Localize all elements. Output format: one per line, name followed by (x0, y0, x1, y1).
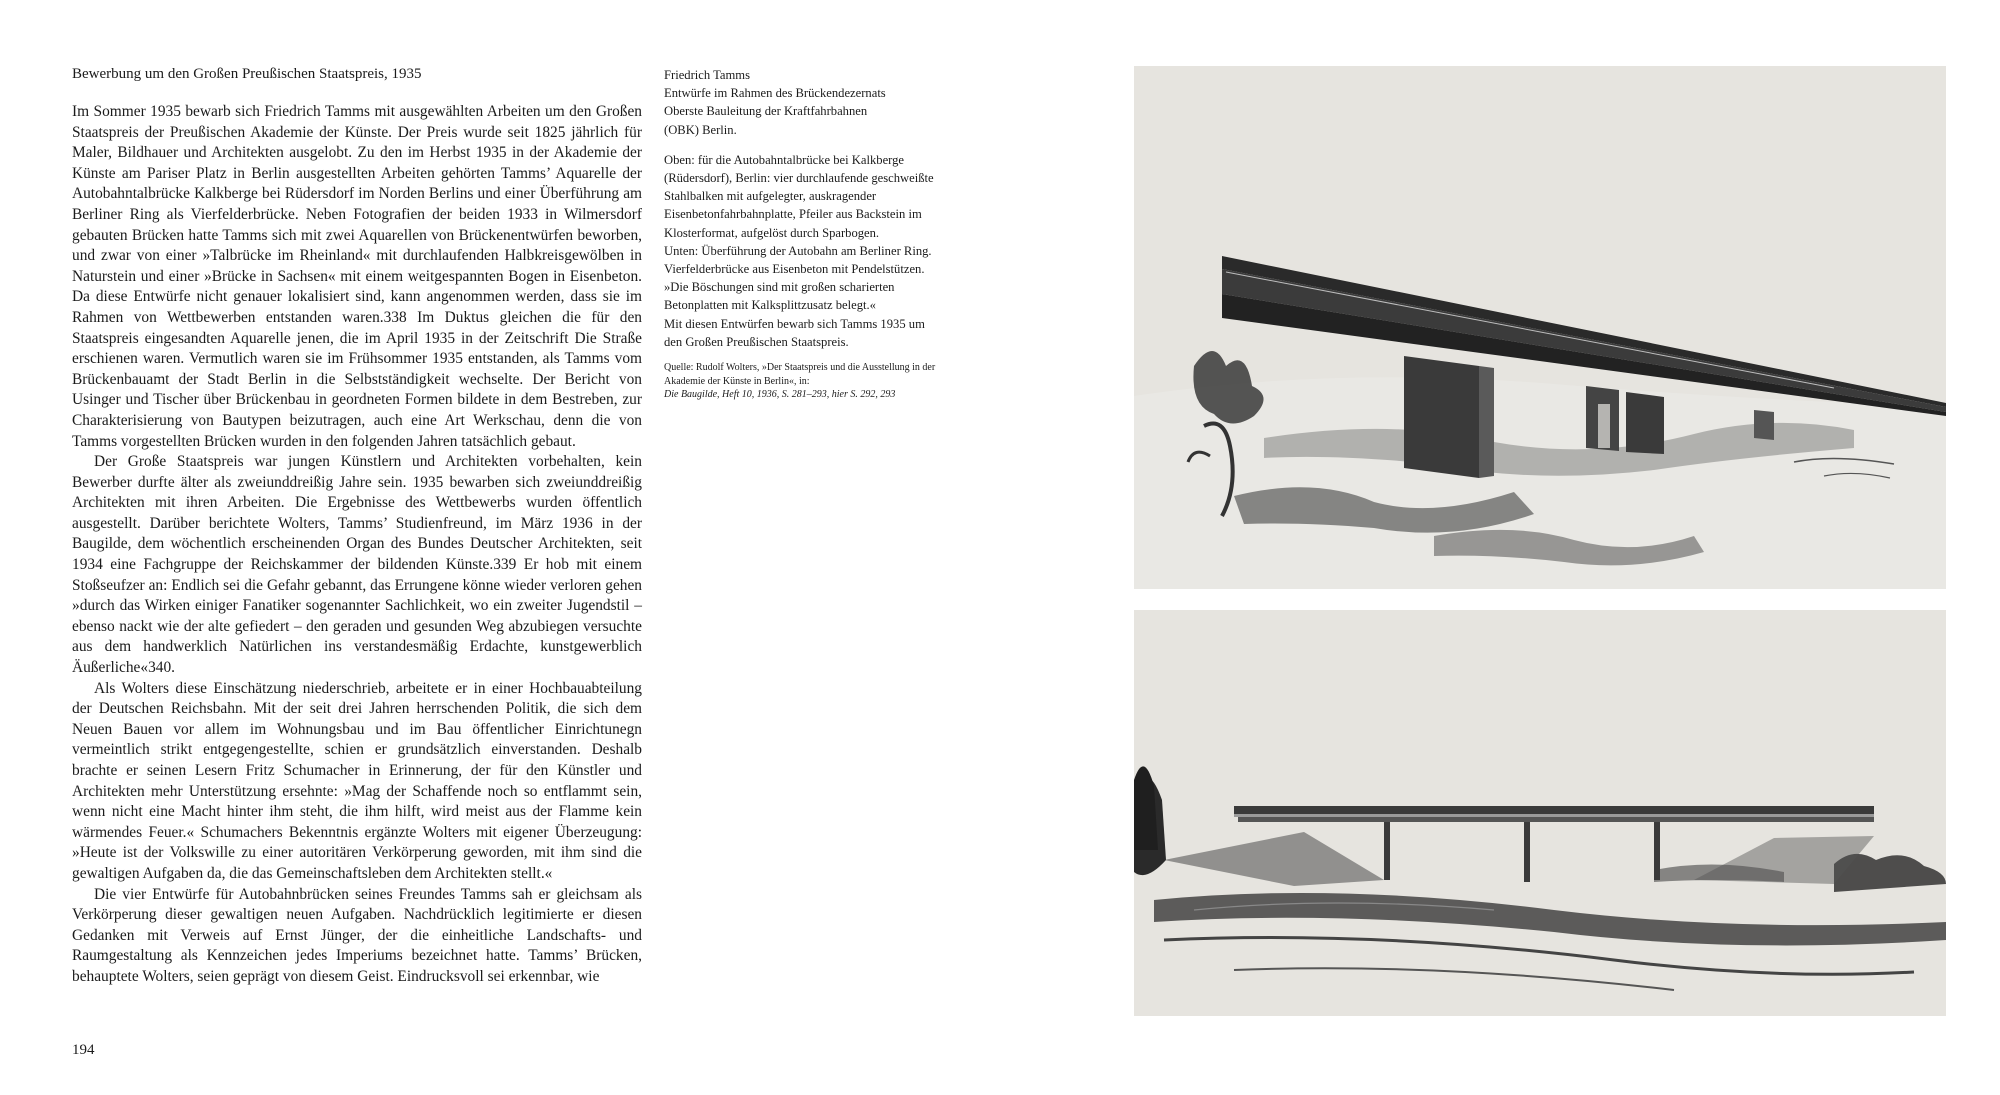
paragraph-3: Als Wolters diese Einschätzung niederschrieb, arbeitete er in einer Hochbauabteilung der Deutschen Reichsbahn. Mit der seit drei Jahren herrschenden Politik, die sich dem Neuen Bauen vor allem im Wohnungsbau und im Bau öffentlicher Einrichtunegn vermeintlich strikt entgegengestellte, schien er grundsätzlich einverstanden. Deshalb brachte er seinen Lesern Fritz Schumacher in Erinnerung, der für den Künstler und Architekten mehr Unterstützung ersehnte: »Mag der Schaffende noch so entflammt sein, wenn nicht eine Macht hinter ihm steht, die ihm hilft, wird meist aus der Flamme kein wärmendes Feuer.« Schumachers Bekenntnis ergänzte Wolters mit eigener Überzeugung: »Heute ist der Volkswille zu einer autoritären Verkörperung geworden, mit ihm sind die gewaltigen Aufgaben da, die das Gemeinschaftsleben dem Architekten stellt.« (72, 679, 642, 882)
bridge-drawing-berliner-ring-art (1134, 610, 1946, 1016)
bridge-drawing-kalkberge-art (1134, 66, 1946, 589)
caption-source (664, 361, 944, 402)
paragraph-1: Im Sommer 1935 bewarb sich Friedrich Tamms mit ausgewählten Arbeiten um den Großen Staatspreis der Preußischen Akademie der Künste. Der Preis wurde seit 1825 jährlich für Maler, Bildhauer und Architekten ausgelobt. Zu den im Herbst 1935 in der Akademie der Künste am Pariser Platz in Berlin ausgestellten Arbeiten gehörten Tamms’ Aquarelle der Autobahntalbrücke Kalkberge bei Rüdersdorf im Norden Berlins und einer Überführung am Berliner Ring als Vierfelderbrücke. Neben Fotografien der beiden 1933 in Wilmersdorf gebauten Brücken hatte Tamms sich mit zwei Aquarellen von Brückenentwürfen beworben, und zwar von einer »Talbrücke im Rheinland« mit durchlaufenden Halbkreisgewölben in Naturstein und einer »Brücke in Sachsen« mit einem weitgespannten Bogen in Eisenbeton. Da diese Entwürfe nicht genauer lokalisiert sind, kann angenommen werden, dass sie im Rahmen von Wettbewerben entstanden waren.338 Im Duktus gleichen die für den Staatspreis eingesandten Aquarelle jenen, die im April 1935 in der Zeitschrift Die Straße erschienen waren. Vermutlich waren sie im Frühsommer 1935 entstanden, als Tamms vom Brückenbauamt der Stadt Berlin in die Selbstständigkeit wechselte. Der Bericht von Usinger und Tischer über Brückenbau in geordneten Formen bildete in dem Bestreben, zur Charakterisierung von Bautypen beizutragen, auch eine Art Werkschau, denn die von Tamms vorgestellten Brücken wurden in den folgenden Jahren tatsächlich gebaut. (72, 103, 642, 450)
section-heading: Bewerbung um den Großen Preußischen Staatspreis, 1935 (72, 66, 422, 82)
page-number: 194 (72, 1042, 95, 1058)
body-text (72, 102, 642, 988)
caption-line-2: Entwürfe im Rahmen des Brückendezernats (664, 86, 886, 101)
caption-competition-note: Mit diesen Entwürfen bewarb sich Tamms 1935 um den Großen Preußischen Staatspreis. (664, 316, 925, 349)
caption-top-description: Oben: für die Autobahntalbrücke bei Kalkberge (Rüdersdorf), Berlin: vier durchlaufende geschweißte Stahlbalken mit aufgelegter, auskragender Eisenbetonfahrbahnplatte, Pfeiler aus Backstein im Klosterformat, aufgelöst durch Sparbogen. (664, 152, 934, 240)
main-text-column (72, 64, 642, 988)
paragraph-2: Der Große Staatspreis war jungen Künstlern und Architekten vorbehalten, kein Bewerber durfte älter als zweiunddreißig Jahre sein. 1935 bewarben sich zweiunddreißig Architekten mit ihren Arbeiten. Die Ergebnisse des Wettbewerbs wurden öffentlich ausgestellt. Darüber berichtete Wolters, Tamms’ Studienfreund, im März 1936 in der Baugilde, dem wöchentlich erscheinenden Organ des Bundes Deutscher Architekten, seit 1934 eine Fachgruppe der Reichskammer der bildenden Künste.339 Er hob mit einem Stoßseufzer an: Endlich sei die Gefahr gebannt, das Errungene könne wieder verloren gehen »durch das Wirken einiger Fanatiker sogenannter Sachlichkeit, wo ein zweiter Jugendstil – ebenso nackt wie der alte gefiedert – den geraden und gesunden Weg abzubiegen versuchte aus dem handwerklich Natürlichen ins verstandesmäßig Erdachte, kunstgewerblich Äußerliche«340. (72, 453, 642, 677)
caption-source-line-2: Die Baugilde, Heft 10, 1936, S. 281–293, hier S. 292, 293 (664, 389, 896, 401)
caption-line-3: Oberste Bauleitung der Kraftfahrbahnen (664, 104, 868, 119)
paragraph-4: Die vier Entwürfe für Autobahnbrücken seines Freundes Tamms sah er gleichsam als Verkörperung dieser gewaltigen neuen Aufgaben. Nachdrücklich legitimierte er diesen Gedanken mit Verweis auf Ernst Jünger, der die einheitliche Landschafts- und Raumgestaltung als Kennzeichen jedes Imperiums bezeichnet hatte. Tamms’ Brücken, behauptete Wolters, seien geprägt von diesem Geist. Eindrucksvoll sei erkennbar, wie (72, 885, 642, 985)
caption-line-4: (OBK) Berlin. (664, 122, 737, 137)
figure-caption (664, 66, 944, 402)
bridge-drawing-berliner-ring (1134, 610, 1946, 1016)
caption-source-line-1: Quelle: Rudolf Wolters, »Der Staatspreis und die Ausstellung in der Akademie der Künste in Berlin«, in: (664, 362, 936, 387)
bridge-drawing-kalkberge (1134, 66, 1946, 589)
caption-header (664, 66, 944, 139)
caption-bottom-description: Unten: Überführung der Autobahn am Berliner Ring. Vierfelderbrücke aus Eisenbeton mit Pendelstützen. »Die Böschungen sind mit großen scharierten Betonplatten mit Kalksplittzusatz belegt.« (664, 243, 932, 313)
caption-author: Friedrich Tamms (664, 68, 750, 82)
